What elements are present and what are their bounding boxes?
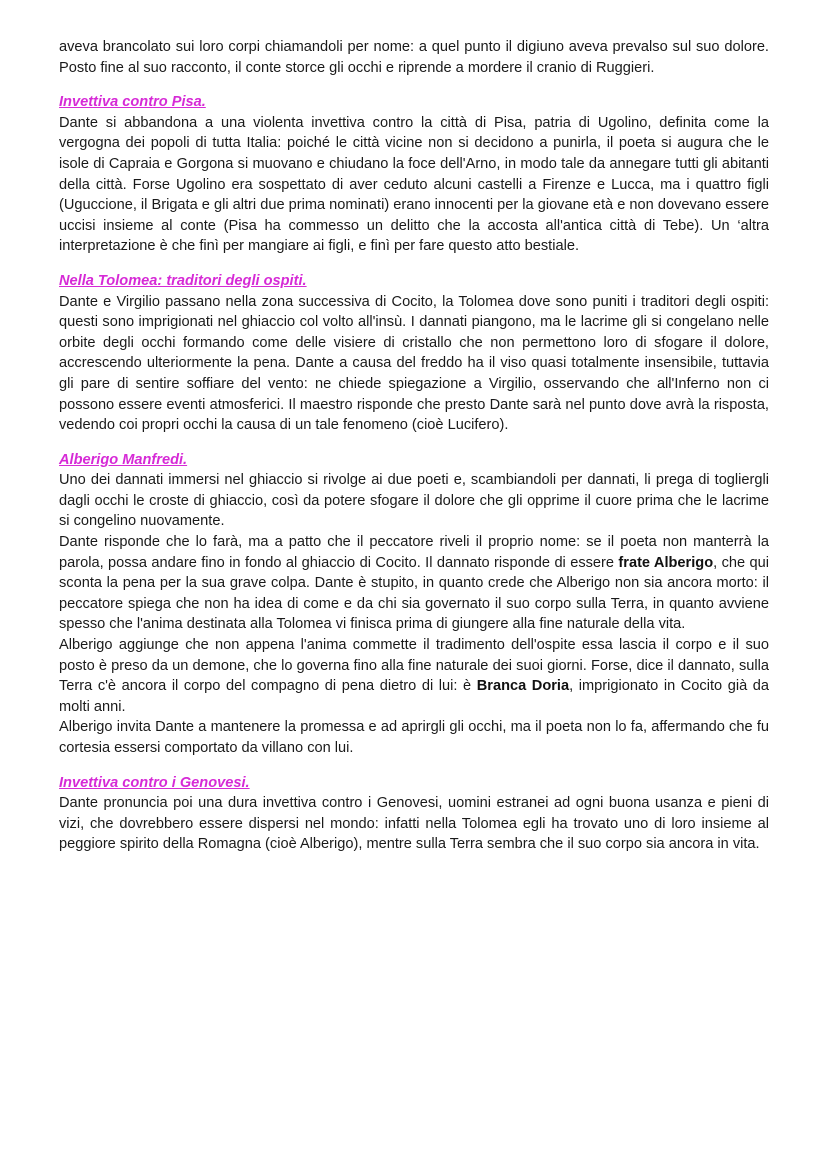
heading-invettiva-pisa: Invettiva contro Pisa. (59, 94, 206, 111)
paragraph-alberigo-2 (59, 532, 769, 635)
paragraph-alberigo-1: Uno dei dannati immersi nel ghiaccio si rivolge ai due poeti e, scambiandoli per dannati, li prega di togliergli dagli occhi le croste di ghiaccio, così da potere sfogare il dolore che gli opprime il cuore prima che le lacrime si congelino nuovamente. (59, 472, 769, 530)
section-invettiva-pisa (59, 92, 769, 257)
paragraph-invettiva-genovesi: Dante pronuncia poi una dura invettiva contro i Genovesi, uomini estranei ad ogni buona usanza e pieni di vizi, che dovrebbero essere dispersi nel mondo: infatti nella Tolomea egli ha trovato uno di loro insieme al peggiore spirito della Romagna (cioè Alberigo), mentre sulla Terra sembra che il suo corpo sia ancora in vita. (59, 795, 769, 853)
section-tolomea (59, 271, 769, 436)
document-page (59, 37, 769, 855)
paragraph-invettiva-pisa: Dante si abbandona a una violenta invettiva contro la città di Pisa, patria di Ugolino, definita come la vergogna dei popoli di tutta Italia: poiché le città vicine non si decidono a punirla, il poeta si augura che le isole di Capraia e Gorgona si muovano e chiudano la foce dell'Arno, in modo tale da annegare tutti gli abitanti della città. Forse Ugolino era sospettato di aver ceduto alcuni castelli a Firenze e Lucca, ma i quattro figli (Uguccione, il Brigata e gli altri due prima nominati) erano innocenti per la giovane età e non dovevano essere uccisi insieme al conte (Pisa ha commesso un delitto che la accosta all'antica città di Tebe). Un ‘altra interpretazione è che finì per mangiare ai figli, e finì per fare questo atto bestiale. (59, 114, 769, 255)
paragraph-alberigo-3 (59, 635, 769, 717)
intro-paragraph: aveva brancolato sui loro corpi chiamandoli per nome: a quel punto il digiuno aveva prevalso sul suo dolore. Posto fine al suo racconto, il conte storce gli occhi e riprende a mordere il cranio di Ruggieri. (59, 39, 769, 76)
heading-tolomea: Nella Tolomea: traditori degli ospiti. (59, 272, 307, 289)
name-frate-alberigo: frate Alberigo (618, 554, 714, 571)
paragraph-alberigo-3-start: Alberigo aggiunge che non appena l'anima commette il tradimento dell'ospite essa lascia il corpo e il suo posto è preso da un demone, che lo governa fino alla fine naturale dei suoi giorni. Forse, dice il dannato, sulla Terra c'è ancora il corpo del compagno di pena dietro di lui: è (59, 637, 769, 695)
paragraph-alberigo-3-end: , imprigionato in Cocito già da molti anni. (59, 678, 770, 715)
heading-alberigo: Alberigo Manfredi. (59, 451, 188, 468)
name-branca-doria: Branca Doria (476, 678, 570, 695)
section-invettiva-genovesi (59, 773, 769, 855)
section-alberigo (59, 450, 769, 759)
paragraph-tolomea: Dante e Virgilio passano nella zona successiva di Cocito, la Tolomea dove sono puniti i traditori degli ospiti: questi sono imprigionati nel ghiaccio col volto all'insù. I dannati piangono, ma le lacrime gli si congelano nelle orbite degli occhi formando come delle visiere di cristallo che non permettono loro di sfogare il dolore, accrescendo ulteriormente la pena. Dante a causa del freddo ha il viso quasi totalmente insensibile, tuttavia gli pare di sentire soffiare del vento: ne chiede spiegazione a Virgilio, osservando che all'Inferno non ci possono essere eventi atmosferici. Il maestro risponde che presto Dante sarà nel punto dove avrà la risposta, vedendo coi propri occhi la causa di un tale fenomeno (cioè Lucifero). (59, 293, 769, 434)
paragraph-alberigo-2-end: , che qui sconta la pena per la sua grave colpa. Dante è stupito, in quanto crede che Alberigo non sia ancora morto: il peccatore spiega che non ha idea di come e da chi sia governato il suo corpo sulla Terra, in quanto avviene spesso che l'anima destinata alla Tolomea vi finisca prima di giungere alla fine naturale della vita. (59, 554, 769, 633)
paragraph-alberigo-4: Alberigo invita Dante a mantenere la promessa e ad aprirgli gli occhi, ma il poeta non lo fa, affermando che fu cortesia essersi comportato da villano con lui. (59, 719, 769, 756)
heading-invettiva-genovesi: Invettiva contro i Genovesi. (59, 774, 250, 791)
paragraph-alberigo-2-start: Dante risponde che lo farà, ma a patto che il peccatore riveli il proprio nome: se il poeta non manterrà la parola, possa andare fino in fondo al ghiaccio di Cocito. Il dannato risponde di essere (59, 534, 769, 571)
